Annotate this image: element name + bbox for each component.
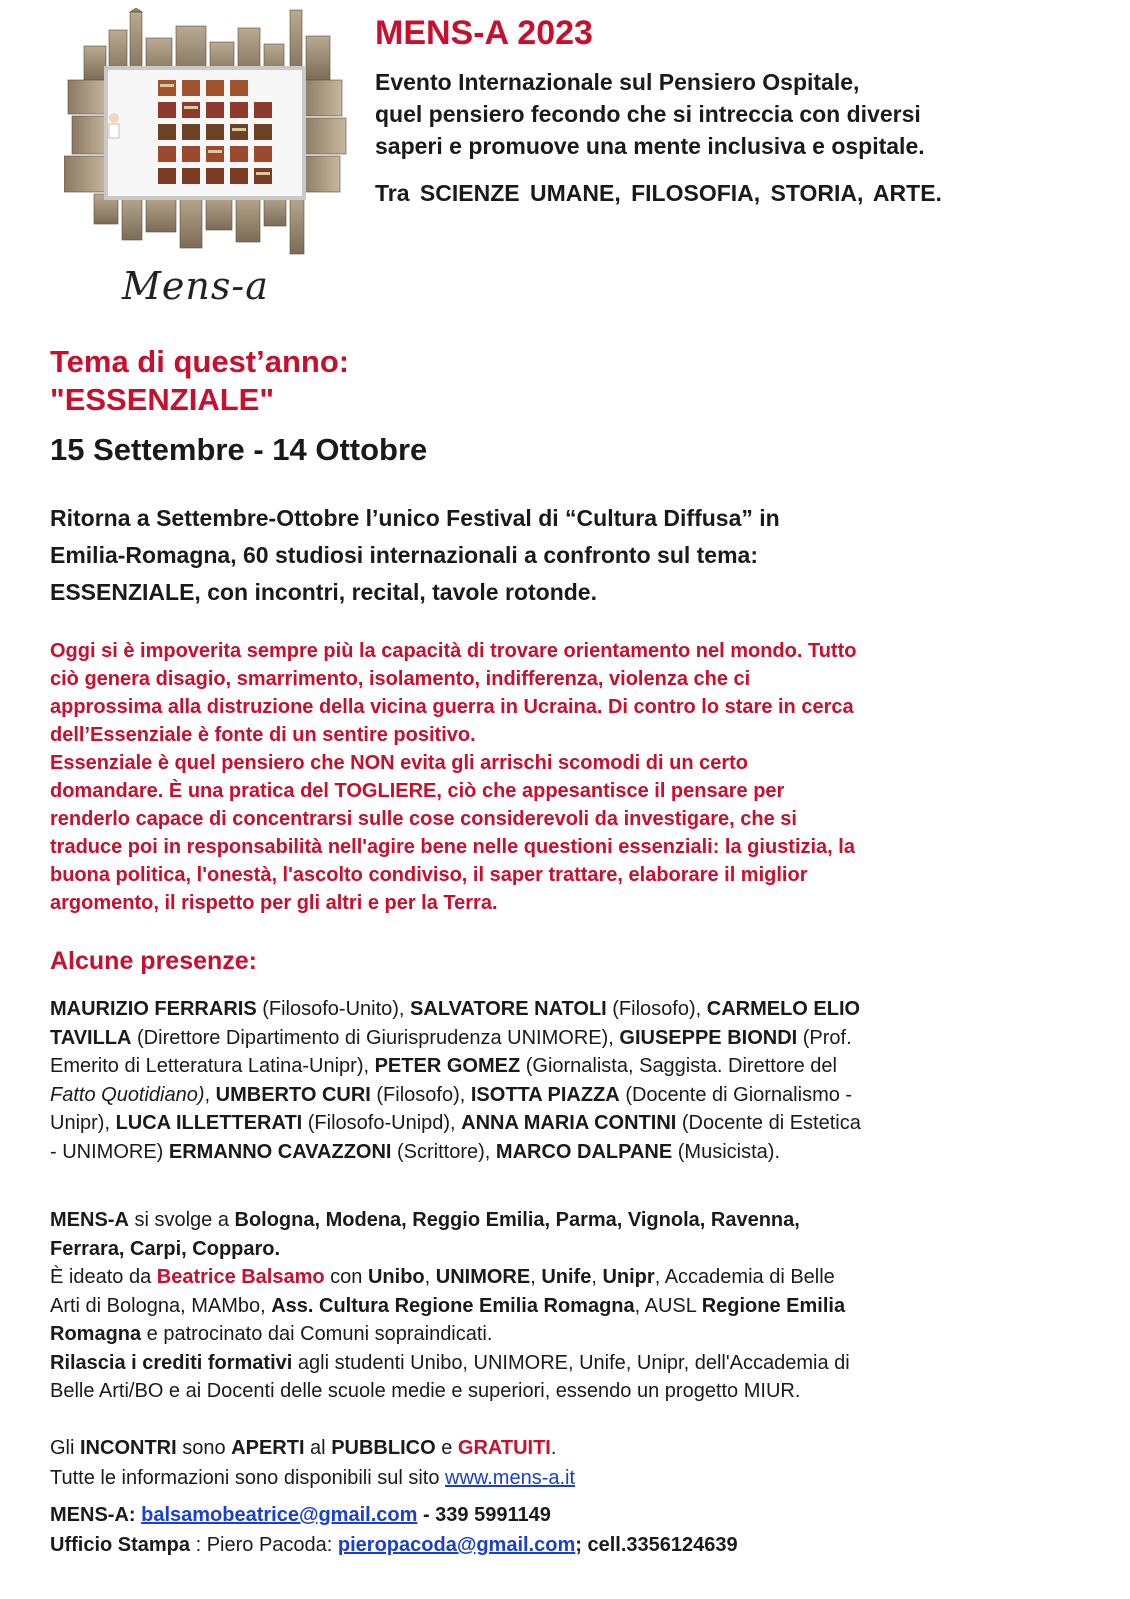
description-line: domandare. È una pratica del TOGLIERE, ciò che appesantisce il pensare per (50, 780, 785, 802)
disciplines-line: Tra SCIENZE UMANE, FILOSOFIA, STORIA, ARTE. (375, 180, 942, 206)
footer-info (50, 1433, 1090, 1493)
lead-line: ESSENZIALE, con incontri, recital, tavole rotonde. (50, 579, 597, 605)
intro-line: Evento Internazionale sul Pensiero Ospitale, (375, 69, 860, 95)
mens-a-logo (64, 8, 356, 258)
description-line: renderlo capace di concentrarsi sulle cose considerevoli da investigare, che si (50, 808, 797, 830)
contact-line: MENS-A: balsamobeatrice@gmail.com - 339 5991149 (50, 1504, 551, 1526)
organizers-line: È ideato da Beatrice Balsamo con Unibo, UNIMORE, Unife, Unipr, Accademia di Belle (50, 1266, 835, 1288)
description-line: approssima alla distruzione della vicina guerra in Ucraina. Di contro lo stare in cerca (50, 696, 854, 718)
speakers-line: TAVILLA (Direttore Dipartimento di Giurisprudenza UNIMORE), GIUSEPPE BIONDI (Prof. (50, 1026, 852, 1049)
logo-script-text: Mens-a (122, 264, 269, 308)
description-line: traduce poi in responsabilità nell'agire bene nelle questioni essenziali: la giustizia, la (50, 836, 855, 858)
essenziale-description (50, 637, 1090, 917)
theme-value: "ESSENZIALE" (50, 382, 275, 417)
speakers-line: Fatto Quotidiano), UMBERTO CURI (Filosofo), ISOTTA PIAZZA (Docente di Giornalismo - (50, 1083, 853, 1106)
credits-line: Rilascia i crediti formativi agli studenti Unibo, UNIMORE, Unife, Unipr, dell'Accademia di (50, 1351, 850, 1374)
event-title: MENS-A 2023 (375, 14, 593, 52)
lead-line: Emilia-Romagna, 60 studiosi internazionali a confronto sul tema: (50, 542, 759, 568)
credits-line: Belle Arti/BO e ai Docenti delle scuole medie e superiori, essendo un progetto MIUR. (50, 1380, 801, 1402)
venues-line: MENS-A si svolge a Bologna, Modena, Reggio Emilia, Parma, Vignola, Ravenna, (50, 1209, 800, 1231)
description-line: argomento, il rispetto per gli altri e per la Terra. (50, 892, 498, 914)
speakers-line: Emerito di Letteratura Latina-Unipr), PETER GOMEZ (Giornalista, Saggista. Direttore del (50, 1055, 837, 1077)
press-contact-line: Ufficio Stampa : Piero Pacoda: pieropacoda@gmail.com; cell.3356124639 (50, 1534, 738, 1556)
speakers-line: Unipr), LUCA ILLETTERATI (Filosofo-Unipd), ANNA MARIA CONTINI (Docente di Estetica (50, 1112, 861, 1134)
intro-line: saperi e promuove una mente inclusiva e ospitale. (375, 133, 925, 159)
description-line: ciò genera disagio, smarrimento, isolamento, indifferenza, violenza che ci (50, 668, 751, 690)
organizers-line: Romagna e patrocinato dai Comuni sopraindicati. (50, 1323, 493, 1345)
description-line: Essenziale è quel pensiero che NON evita gli arrischi scomodi di un certo (50, 752, 748, 774)
speakers-line: - UNIMORE) ERMANNO CAVAZZONI (Scrittore), MARCO DALPANE (Musicista). (50, 1140, 781, 1163)
intro-line: quel pensiero fecondo che si intreccia con diversi (375, 101, 921, 127)
contacts (50, 1500, 738, 1560)
info-line: Tutte le informazioni sono disponibili sul sito www.mens-a.it (50, 1467, 576, 1489)
presenze-heading: Alcune presenze: (50, 947, 258, 975)
email-link-balsamo[interactable]: balsamobeatrice@gmail.com (141, 1504, 418, 1526)
event-dates: 15 Settembre - 14 Ottobre (50, 432, 428, 467)
free-entry-line: Gli INCONTRI sono APERTI al PUBBLICO e GRATUITI. (50, 1437, 557, 1459)
theme-heading (50, 343, 349, 419)
event-intro (375, 66, 1075, 162)
email-link-pacoda[interactable]: pieropacoda@gmail.com (337, 1534, 576, 1556)
theme-label: Tema di quest’anno: (50, 344, 350, 379)
website-link[interactable]: www.mens-a.it (445, 1467, 576, 1489)
description-line: buona politica, l'onestà, l'ascolto condiviso, il saper trattare, elaborare il miglior (50, 864, 808, 886)
speakers-line: MAURIZIO FERRARIS (Filosofo-Unito), SALVATORE NATOLI (Filosofo), CARMELO ELIO (50, 998, 861, 1020)
organizers-line: Arti di Bologna, MAMbo, Ass. Cultura Regione Emilia Romagna, AUSL Regione Emilia (50, 1294, 846, 1317)
venues-paragraph (50, 1206, 1090, 1406)
description-line: dell’Essenziale è fonte di un sentire positivo. (50, 724, 476, 746)
venues-line: Ferrara, Carpi, Copparo. (50, 1237, 281, 1260)
description-line: Oggi si è impoverita sempre più la capacità di trovare orientamento nel mondo. Tutto (50, 640, 857, 662)
lead-paragraph (50, 500, 1090, 611)
speakers-list (50, 995, 1090, 1166)
lead-line: Ritorna a Settembre-Ottobre l’unico Festival di “Cultura Diffusa” in (50, 505, 780, 531)
